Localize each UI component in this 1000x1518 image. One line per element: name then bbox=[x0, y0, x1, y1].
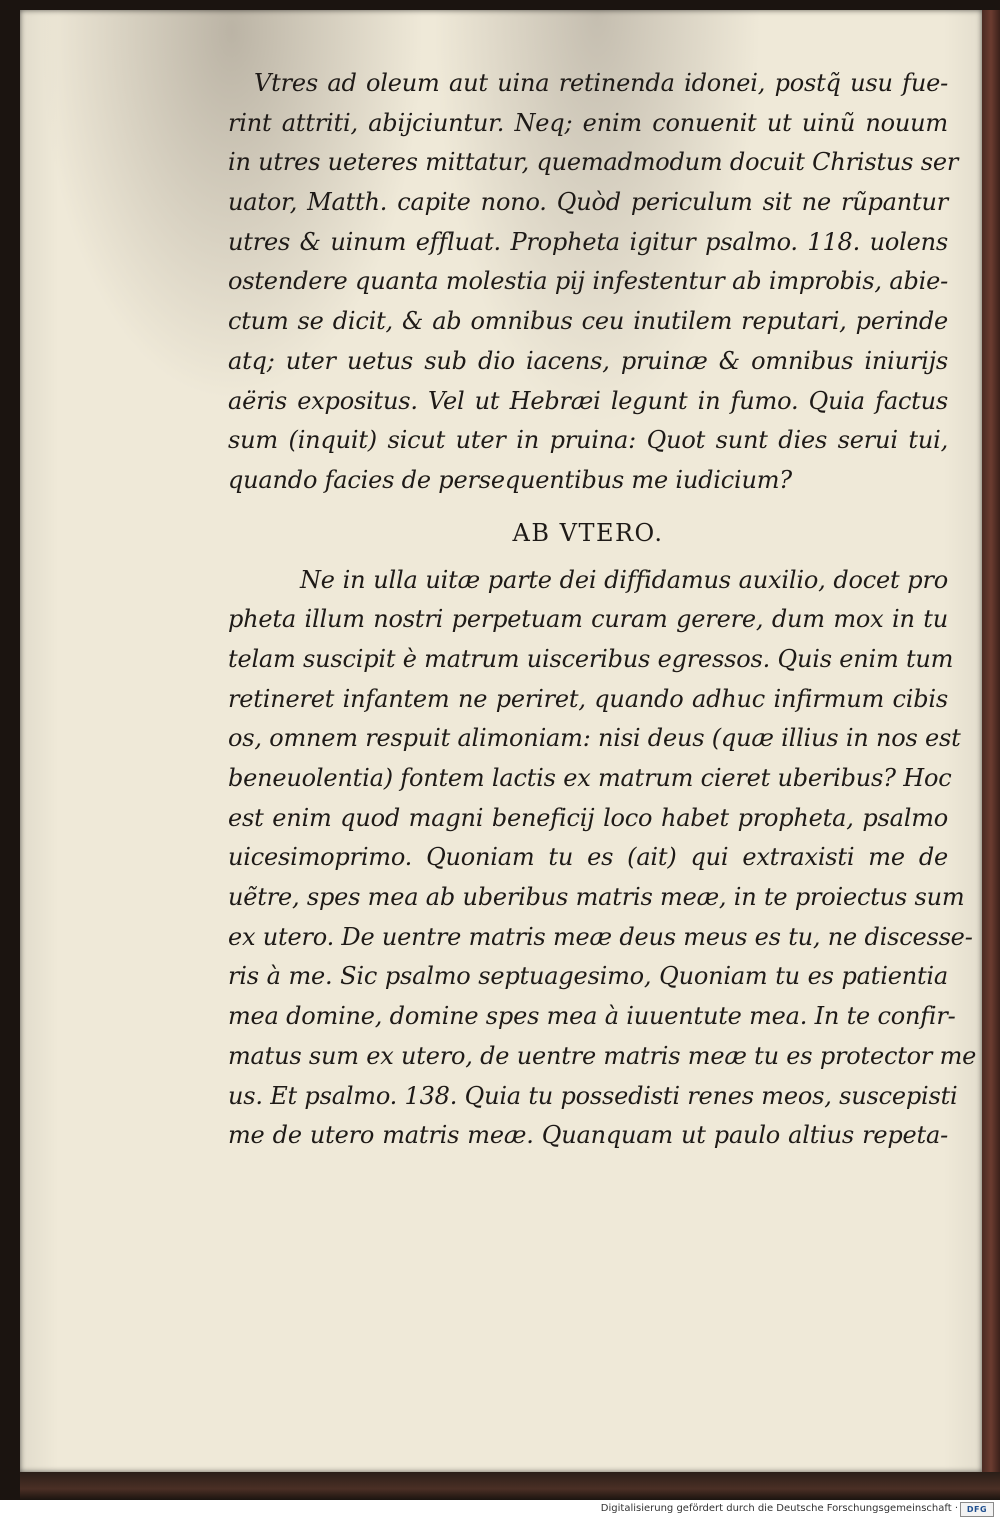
text-line: mea domine, domine spes mea à iuuentute mea. In te confir- bbox=[228, 1002, 956, 1031]
text-line: uator, Matth. capite nono. Quòd periculum sit ne rũpantur bbox=[228, 188, 948, 217]
text-line: rint attriti, abijciuntur. Neq; enim conuenit ut uinũ nouum bbox=[228, 108, 948, 137]
section-heading: AB VTERO. bbox=[512, 518, 664, 547]
text-line: ostendere quanta molestia pij infestentur ab improbis, abie- bbox=[228, 267, 948, 296]
page-text-block bbox=[228, 64, 977, 1156]
text-line: utres & uinum effluat. Propheta igitur psalmo. 118. uolens bbox=[228, 227, 948, 256]
digitization-footer bbox=[0, 1500, 1000, 1518]
book-edge-bottom bbox=[20, 1472, 1000, 1500]
text-line: aëris expositus. Vel ut Hebræi legunt in fumo. Quia factus bbox=[228, 386, 948, 415]
book-edge-right bbox=[982, 10, 1000, 1472]
text-line: quando facies de persequentibus me iudicium? bbox=[228, 465, 792, 494]
funding-credit: Digitalisierung gefördert durch die Deutsche Forschungsgemeinschaft · bbox=[600, 1503, 958, 1514]
text-line: ex utero. De uentre matris meæ deus meus es tu, ne discesse- bbox=[228, 922, 973, 951]
text-line: uicesimoprimo. Quoniam tu es (ait) qui extraxisti me de bbox=[228, 843, 948, 872]
dfg-logo: DFG bbox=[960, 1502, 994, 1517]
text-line: Ne in ulla uitæ parte dei diffidamus auxilio, docet pro bbox=[300, 565, 948, 594]
text-line: Vtres ad oleum aut uina retinenda idonei, postq̃ usu fue- bbox=[254, 69, 948, 97]
paragraph-utres bbox=[228, 64, 959, 501]
text-line: in utres ueteres mittatur, quemadmodum docuit Christus ser bbox=[228, 148, 959, 177]
text-line: me de utero matris meæ. Quanquam ut paulo altius repeta- bbox=[228, 1121, 948, 1150]
text-line: ris à me. Sic psalmo septuagesimo, Quoniam tu es patientia bbox=[228, 962, 948, 991]
text-line: retineret infantem ne periret, quando adhuc infirmum cibis bbox=[228, 684, 948, 713]
text-line: os, omnem respuit alimoniam: nisi deus (quæ illius in nos est bbox=[228, 724, 961, 753]
paragraph-ab-utero bbox=[228, 561, 977, 1156]
text-line: matus sum ex utero, de uentre matris meæ tu es protector me bbox=[228, 1041, 977, 1070]
text-line: us. Et psalmo. 138. Quia tu possedisti renes meos, suscepisti bbox=[228, 1081, 958, 1110]
text-line: sum (inquit) sicut uter in pruina: Quot sunt dies serui tui, bbox=[228, 426, 948, 455]
text-line: beneuolentia) fontem lactis ex matrum cieret uberibus? Hoc bbox=[228, 764, 952, 792]
text-line: atq; uter uetus sub dio iacens, pruinæ & omnibus iniurijs bbox=[228, 346, 948, 375]
text-line: ctum se dicit, & ab omnibus ceu inutilem reputari, perinde bbox=[228, 307, 948, 336]
text-line: est enim quod magni beneficij loco habet propheta, psalmo bbox=[228, 803, 948, 832]
text-line: uẽtre, spes mea ab uberibus matris meæ, in te proiectus sum bbox=[228, 883, 965, 912]
text-line: telam suscipit è matrum uisceribus egressos. Quis enim tum bbox=[228, 644, 954, 673]
text-line: pheta illum nostri perpetuam curam gerere, dum mox in tu bbox=[228, 605, 948, 634]
